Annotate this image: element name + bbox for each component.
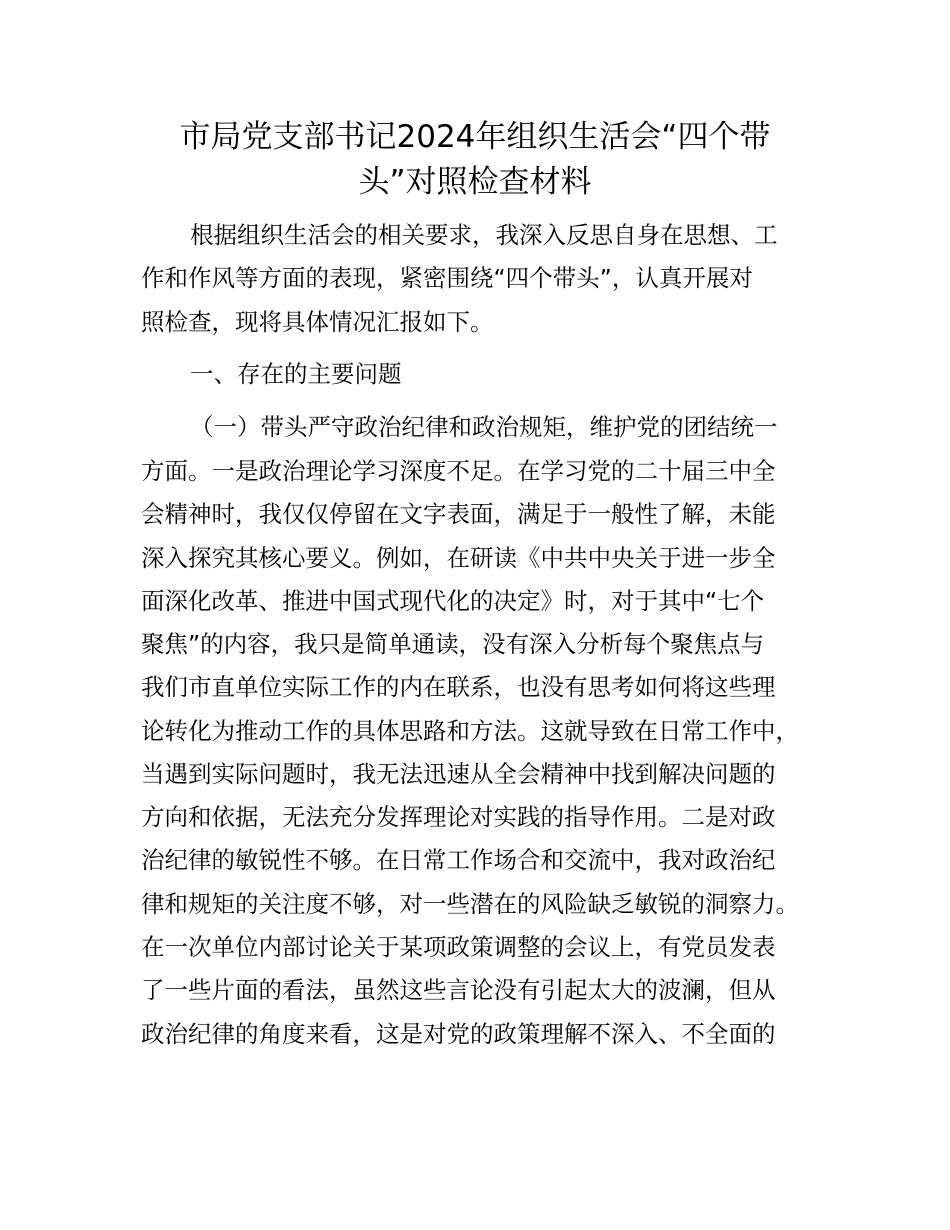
document-title-line-2: 头”对照检查材料 [358,164,592,200]
intro-paragraph-line: 根据组织生活会的相关要求，我深入反思自身在思想、工 [190,221,778,249]
body-paragraph-line: 论转化为推动工作的具体思路和方法。这就导致在日常工作中， [141,717,799,745]
section-heading: 一、存在的主要问题 [190,360,402,388]
body-paragraph-line: 当遇到实际问题时，我无法迅速从全会精神中找到解决问题的 [141,760,776,788]
intro-paragraph-line: 作和作风等方面的表现，紧密围绕“四个带头”，认真开展对 [141,264,753,292]
body-paragraph-line: （一）带头严守政治纪律和政治规矩，维护党的团结统一 [190,413,778,441]
body-paragraph-line: 政治纪律的角度来看，这是对党的政策理解不深入、不全面的 [141,1020,776,1048]
body-paragraph-line: 会精神时，我仅仅停留在文字表面，满足于一般性了解，未能 [141,500,776,528]
body-paragraph-line: 律和规矩的关注度不够，对一些潜在的风险缺乏敏锐的洞察力。 [141,890,799,918]
body-paragraph-line: 了一些片面的看法，虽然这些言论没有引起太大的波澜，但从 [141,976,776,1004]
document-title-line-1: 市局党支部书记2024年组织生活会“四个带 [179,119,771,155]
body-paragraph-line: 方向和依据，无法充分发挥理论对实践的指导作用。二是对政 [141,803,776,831]
body-paragraph-line: 治纪律的敏锐性不够。在日常工作场合和交流中，我对政治纪 [141,846,776,874]
body-paragraph-line: 在一次单位内部讨论关于某项政策调整的会议上，有党员发表 [141,933,776,961]
body-paragraph-line: 深入探究其核心要义。例如，在研读《中共中央关于进一步全 [141,544,776,572]
body-paragraph-line: 聚焦”的内容，我只是简单通读，没有深入分析每个聚焦点与 [141,630,765,658]
body-paragraph-line: 面深化改革、推进中国式现代化的决定》时，对于其中“七个 [141,587,765,615]
body-paragraph-line: 我们市直单位实际工作的内在联系，也没有思考如何将这些理 [141,673,776,701]
intro-paragraph-line: 照检查，现将具体情况汇报如下。 [141,308,494,336]
body-paragraph-line: 方面。一是政治理论学习深度不足。在学习党的二十届三中全 [141,457,776,485]
